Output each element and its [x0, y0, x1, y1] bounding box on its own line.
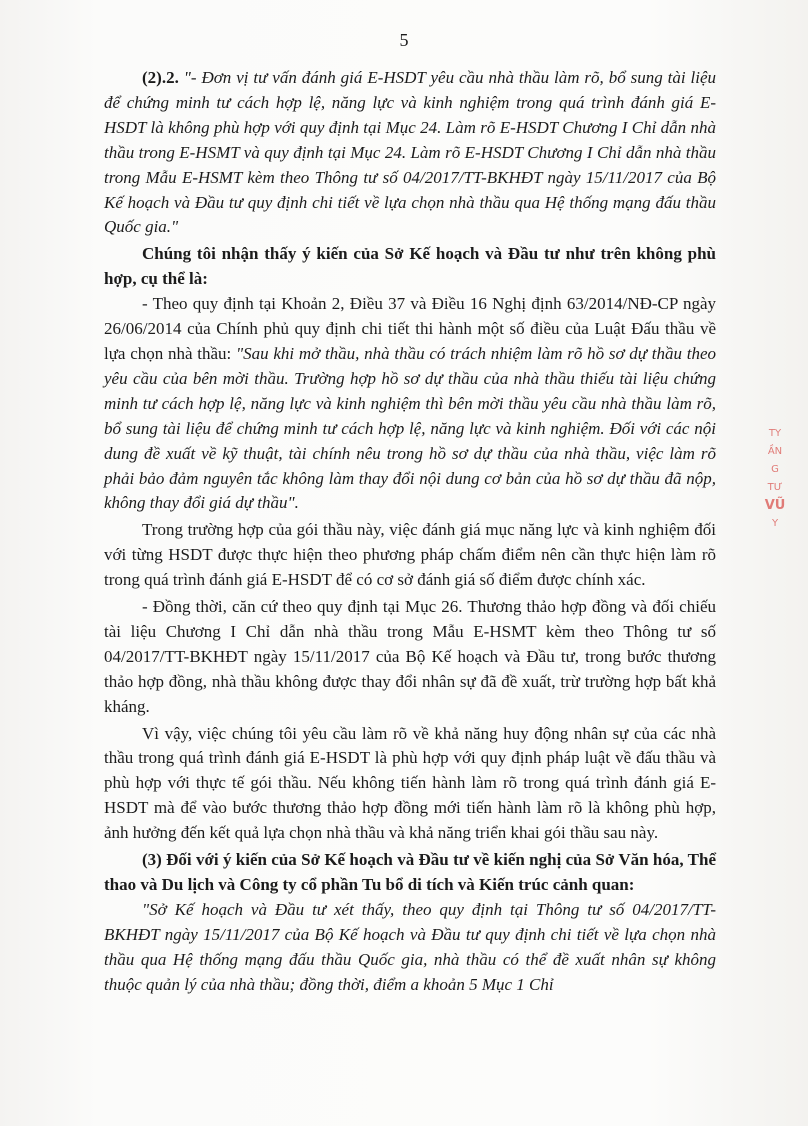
quoted-objection: "- Đơn vị tư vấn đánh giá E-HSDT yêu cầu nhà thầu làm rõ, bổ sung tài liệu để chứng minh tư cách hợp lệ, năng lực và kinh nghiệm trong quá trình đánh giá E-HSDT là không phù hợp với quy định tại Mục 24. Làm rõ E-HSDT Chương I Chỉ dẫn nhà thầu trong E-HSMT và quy định tại Mục 24. Làm rõ E-HSDT Chương I Chỉ dẫn nhà thầu trong Mẫu E-HSMT kèm theo Thông tư số 04/2017/TT-BKHĐT ngày 15/11/2017 của Bộ Kế hoạch và Đầu tư quy định chi tiết về lựa chọn nhà thầu qua Hệ thống mạng đấu thầu Quốc gia.": [104, 68, 716, 237]
paragraph-planning-quote: "Sở Kế hoạch và Đầu tư xét thấy, theo quy định tại Thông tư số 04/2017/TT-BKHĐT ngày 15/11/2017 của Bộ Kế hoạch và Đầu tư quy định chi tiết về lựa chọn nhà thầu qua Hệ thống mạng đấu thầu Quốc gia, nhà thầu có thể đề xuất nhân sự không thuộc quản lý của nhà thầu; đồng thời, điểm a khoản 5 Mục 1 Chỉ: [104, 899, 716, 994]
paragraph-decree: [104, 292, 716, 516]
section-3-heading: (3) Đối với ý kiến của Sở Kế hoạch và Đầu tư về kiến nghị của Sở Văn hóa, Thể thao và Du lịch và Công ty cổ phần Tu bổ di tích và Kiến trúc cảnh quan:: [104, 850, 716, 894]
response-heading: Chúng tôi nhận thấy ý kiến của Sở Kế hoạch và Đầu tư như trên không phù hợp, cụ thể là:: [104, 244, 716, 289]
decree-lead: - Theo quy định tại Khoản 2, Điều 37 và Điều 16 Nghị định 63/2014/NĐ-CP ngày 26/06/2014 của Chính phủ quy định chi tiết thi hành một số điều của Luật Đấu thầu về lựa chọn nhà thầu:: [104, 294, 716, 363]
section-number: (2).2.: [142, 68, 179, 87]
stamp-text: TƯ: [767, 482, 783, 493]
stamp-text: G: [771, 464, 779, 475]
paragraph-conclusion: Vì vậy, việc chúng tôi yêu cầu làm rõ về khả năng huy động nhân sự của các nhà thầu trong quá trình đánh giá E-HSDT là phù hợp với quy định pháp luật về đấu thầu và phù hợp với thực tế gói thầu. Nếu không tiến hành làm rõ trong quá trình đánh giá E-HSDT mà để vào bước thương thảo hợp đồng mới tiến hành làm rõ là không phù hợp, ảnh hưởng đến kết quả lựa chọn nhà thầu và khả năng triển khai gói thầu sau này.: [104, 723, 716, 843]
stamp-text: Y: [771, 518, 779, 529]
page-number: 5: [399, 30, 409, 50]
decree-quote: "Sau khi mở thầu, nhà thầu có trách nhiệm làm rõ hồ sơ dự thầu theo yêu cầu của bên mời thầu. Trường hợp hồ sơ dự thầu của nhà thầu thiếu tài liệu chứng minh tư cách hợp lệ, năng lực và kinh nghiệm thì bên mời thầu yêu cầu nhà thầu làm rõ, bổ sung tài liệu để chứng minh tư cách hợp lệ, năng lực và kinh nghiệm. Đối với các nội dung đề xuất về kỹ thuật, tài chính nêu trong hồ sơ dự thầu của nhà thầu, việc làm rõ phải bảo đảm nguyên tắc không làm thay đổi nội dung cơ bản của hồ sơ dự thầu đã nộp, không thay đổi giá dự thầu".: [104, 343, 716, 513]
document-body: [104, 66, 716, 998]
paragraph-2-2: [104, 66, 716, 240]
red-stamp-mark: [755, 428, 795, 588]
stamp-text: TY: [768, 428, 782, 439]
stamp-text: VŨ: [764, 498, 786, 513]
stamp-text: ẦN: [767, 446, 783, 457]
paragraph-negotiation: - Đồng thời, căn cứ theo quy định tại Mục 26. Thương thảo hợp đồng và đối chiếu tài liệu Chương I Chỉ dẫn nhà thầu trong Mẫu E-HSMT kèm theo Thông tư số 04/2017/TT-BKHĐT ngày 15/11/2017 của Bộ Kế hoạch và Đầu tư, trong bước thương thảo hợp đồng, nhà thầu không được thay đổi nhân sự đã đề xuất, trừ trường hợp bất khả kháng.: [104, 597, 716, 716]
paragraph-scoring: Trong trường hợp của gói thầu này, việc đánh giá mục năng lực và kinh nghiệm đối với từng HSDT được thực hiện theo phương pháp chấm điểm nên cần thực hiện làm rõ trong quá trình đánh giá E-HSDT để có cơ sở đánh giá số điểm được chính xác.: [104, 520, 716, 590]
